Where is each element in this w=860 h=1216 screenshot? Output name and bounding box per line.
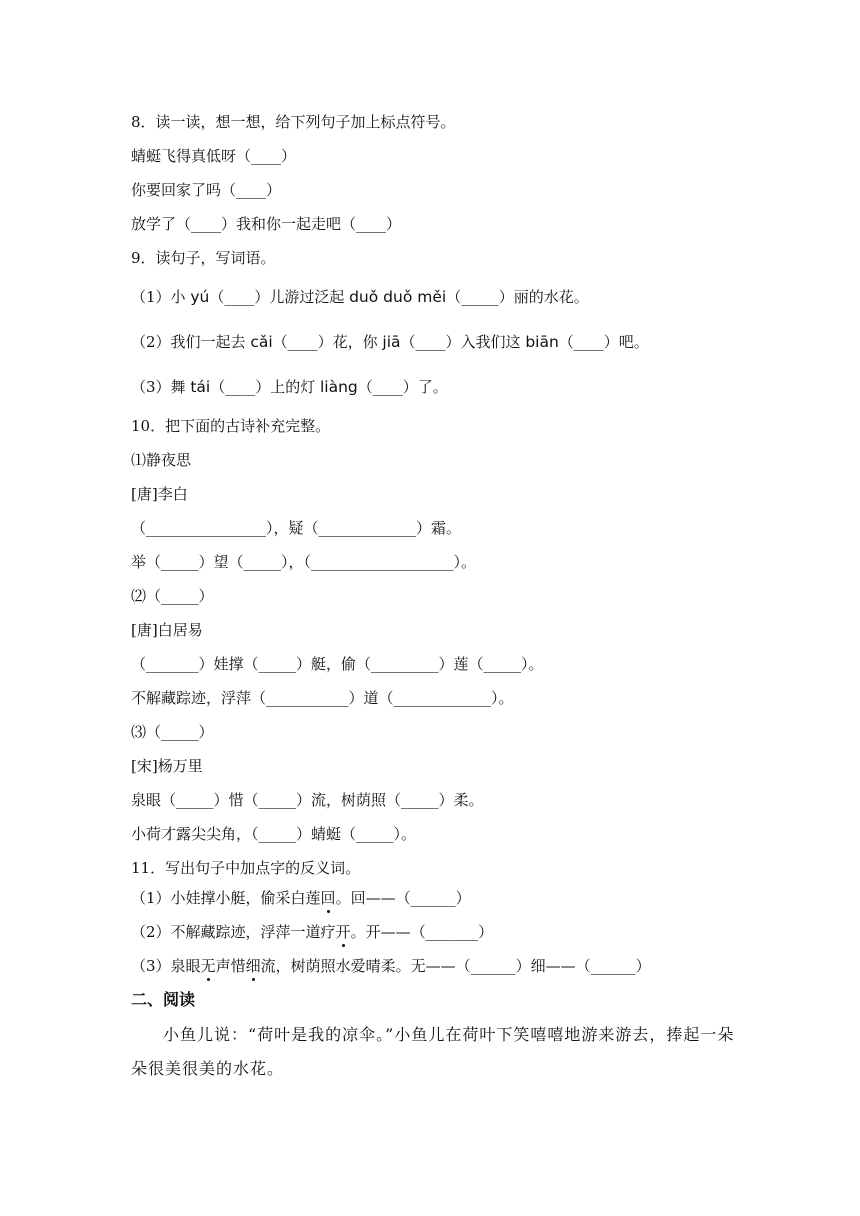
q11-title: 11．写出句子中加点字的反义词。 bbox=[131, 859, 361, 877]
q9-3-text-a: （3）舞 bbox=[131, 378, 191, 396]
q9-2-pinyin-1: cǎi bbox=[250, 333, 273, 351]
q9-3-text-c: （____）了。 bbox=[357, 378, 448, 396]
poem-1-line-1: （________________），疑（_____________）霜。 bbox=[131, 519, 462, 537]
q9-2-text-b: （____）花，你 bbox=[272, 333, 383, 351]
q11-3-text-a: （3）泉眼 bbox=[131, 957, 201, 975]
poem-2-title: ⑵（_____） bbox=[131, 587, 214, 605]
q8-line-1: 蜻蜓飞得真低呀（____） bbox=[131, 147, 297, 165]
q9-2-text-c: （____）入我们这 bbox=[400, 333, 526, 351]
q9-2-text-a: （2）我们一起去 bbox=[131, 333, 251, 351]
q9-1-pinyin-1: yú bbox=[190, 288, 210, 306]
poem-2-line-1: （_______）娃撑（_____）艇，偷（_________）莲（_____）。 bbox=[131, 655, 544, 673]
reading-paragraph: 小鱼儿说：“荷叶是我的凉伞。”小鱼儿在荷叶下笑嘻嘻地游来游去，捧起一朵朵很美很美的水花。 bbox=[131, 1025, 735, 1078]
q9-3-pinyin-2: liàng bbox=[319, 378, 358, 396]
q9-line-3 bbox=[131, 377, 448, 397]
q11-2-text-a: （2）不解藏踪迹，浮萍一道疗 bbox=[131, 923, 336, 941]
section-heading-reading: 二、阅读 bbox=[131, 990, 196, 1009]
poem-1-line-2: 举（_____）望（_____），（___________________）。 bbox=[131, 553, 477, 571]
q11-line-2 bbox=[131, 922, 493, 942]
poem-3-author: [宋]杨万里 bbox=[131, 757, 203, 775]
poem-3-line-2: 小荷才露尖尖角，（_____）蜻蜓（_____）。 bbox=[131, 825, 417, 843]
poem-1-author: [唐]李白 bbox=[131, 485, 188, 503]
q11-3-text-c: 流，树荫照水爱晴柔。无——（______）细——（______） bbox=[260, 957, 651, 975]
q8-line-3: 放学了（____）我和你一起走吧（____） bbox=[131, 215, 402, 233]
q9-1-text-a: （1）小 bbox=[131, 288, 191, 306]
q11-line-3 bbox=[131, 956, 651, 976]
q9-title: 9．读句子，写词语。 bbox=[131, 249, 276, 267]
q8-line-2: 你要回家了吗（____） bbox=[131, 181, 282, 199]
q9-3-text-b: （____）上的灯 bbox=[210, 378, 320, 396]
poem-2-line-2: 不解藏踪迹，浮萍（___________）道（_____________）。 bbox=[131, 689, 514, 707]
q9-1-text-b: （____）儿游过泛起 bbox=[209, 288, 350, 306]
poem-1-title: ⑴静夜思 bbox=[131, 451, 192, 469]
q8-title: 8．读一读，想一想，给下列句子加上标点符号。 bbox=[131, 113, 456, 131]
q11-line-1 bbox=[131, 888, 471, 908]
q9-line-1 bbox=[131, 287, 589, 307]
q11-1-dotted-char: 回 bbox=[320, 889, 336, 907]
q11-3-dotted-char-1: 无 bbox=[200, 957, 216, 975]
q11-1-text-a: （1）小娃撑小艇，偷采白莲 bbox=[131, 889, 321, 907]
q9-2-pinyin-2: jiā bbox=[382, 333, 401, 351]
poem-3-title: ⑶（_____） bbox=[131, 723, 214, 741]
q9-2-pinyin-3: biān bbox=[525, 333, 559, 351]
q9-2-text-d: （____）吧。 bbox=[558, 333, 649, 351]
q11-3-dotted-char-2: 细 bbox=[245, 957, 261, 975]
poem-2-author: [唐]白居易 bbox=[131, 621, 203, 639]
q11-2-dotted-char: 开 bbox=[335, 923, 351, 941]
q11-1-text-b: 。回——（______） bbox=[335, 889, 471, 907]
q10-title: 10．把下面的古诗补充完整。 bbox=[131, 417, 331, 435]
q9-1-pinyin-2: duǒ duǒ měi bbox=[349, 288, 447, 306]
q11-3-text-b: 声惜 bbox=[215, 957, 246, 975]
poem-3-line-1: 泉眼（_____）惜（_____）流，树荫照（_____）柔。 bbox=[131, 791, 484, 809]
q9-line-2 bbox=[131, 332, 649, 352]
q9-3-pinyin-1: tái bbox=[190, 378, 211, 396]
q11-2-text-b: 。开——（_______） bbox=[350, 923, 494, 941]
q9-1-text-c: （_____）丽的水花。 bbox=[446, 288, 589, 306]
